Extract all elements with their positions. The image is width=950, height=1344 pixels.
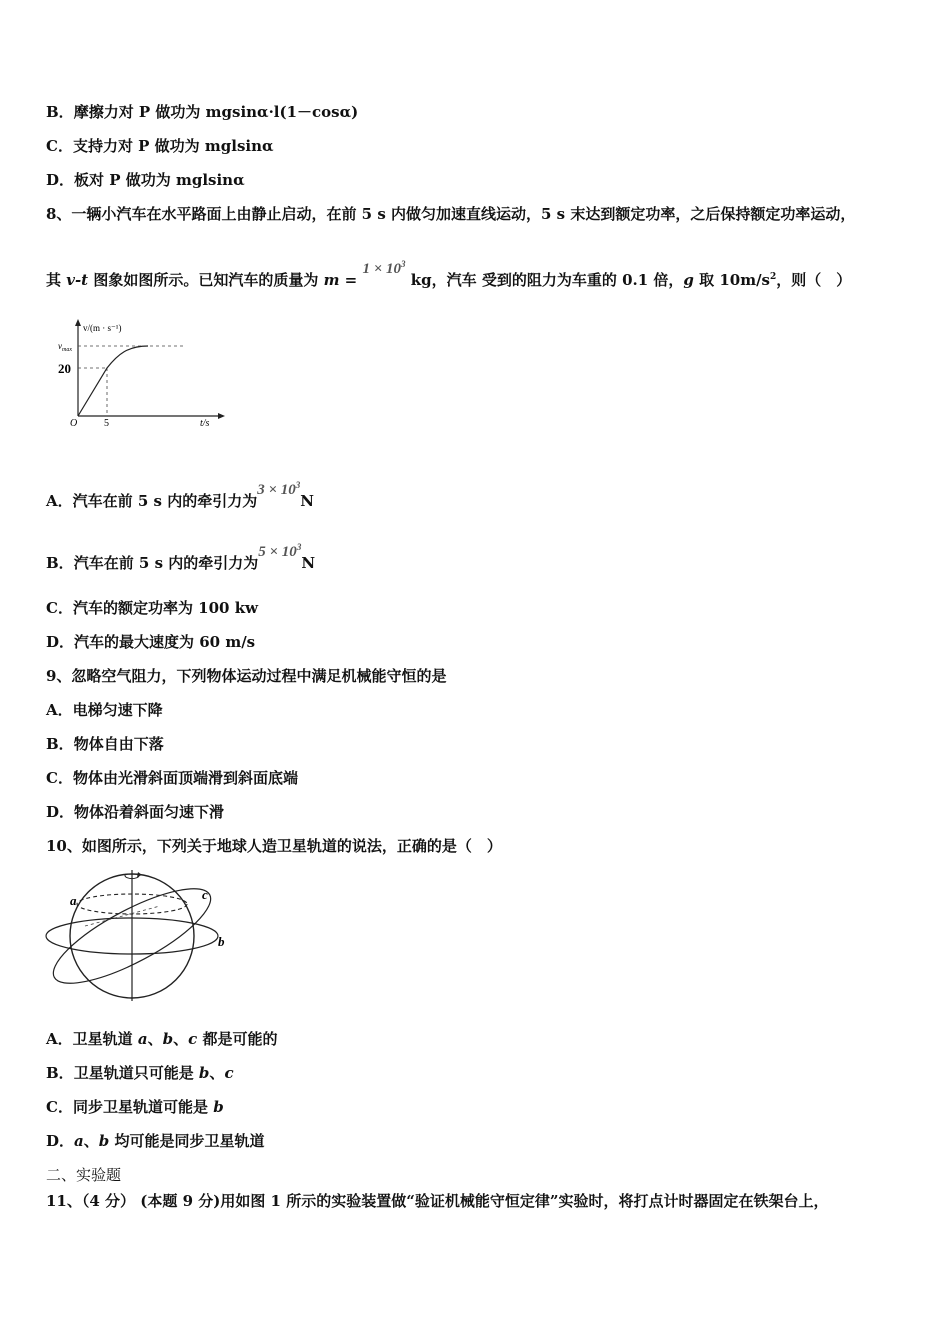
label-a: a xyxy=(70,893,77,908)
force-exponent: 3 xyxy=(295,480,301,490)
g-symbol: g xyxy=(683,271,694,289)
separator: 、 xyxy=(83,1132,99,1150)
y-axis-label: v/(m · s⁻¹) xyxy=(83,323,122,333)
stem-text: kg，汽车 受到的阻力为车重的 0.1 倍， xyxy=(405,271,684,289)
q10-stem: 10、如图所示，下列关于地球人造卫星轨道的说法，正确的是（ ） xyxy=(46,837,502,855)
option-text: 物体由光滑斜面顶端滑到斜面底端 xyxy=(72,769,298,787)
option-text: 同步卫星轨道可能是 xyxy=(72,1098,214,1116)
q9-stem: 9、忽略空气阻力，下列物体运动过程中满足机械能守恒的是 xyxy=(46,667,447,685)
q7-option-c xyxy=(46,136,274,156)
option-letter: C． xyxy=(46,137,73,155)
orbit-symbol: b xyxy=(213,1098,224,1116)
option-text: 汽车在前 5 s 内的牵引力为 xyxy=(72,492,258,510)
vt-symbol: v-t xyxy=(66,271,89,289)
x-tick-5: 5 xyxy=(104,418,109,429)
label-c: c xyxy=(202,887,208,902)
section-heading: 二、实验题 xyxy=(46,1166,122,1184)
option-text: 卫星轨道只可能是 xyxy=(73,1064,199,1082)
option-text: 摩擦力对 P 做功为 mgsinα·l(1－cosα) xyxy=(73,103,359,121)
equals-sign: = xyxy=(339,271,363,289)
mass-symbol: m xyxy=(323,271,340,289)
orbit-symbol: c xyxy=(224,1064,234,1082)
satellite-orbits-figure xyxy=(40,866,235,1006)
force-mantissa: 5 × 10 xyxy=(258,544,297,560)
unit: N xyxy=(300,492,314,510)
option-text: 支持力对 P 做功为 mglsinα xyxy=(72,137,274,155)
q10-option-b xyxy=(46,1063,234,1083)
y-tick-20: 20 xyxy=(58,361,71,376)
equator-dashed xyxy=(85,906,160,926)
stem-text: 图象如图所示。已知汽车的质量为 xyxy=(88,271,324,289)
option-letter: B． xyxy=(46,554,74,572)
unit-exponent: 2 xyxy=(770,272,777,282)
force-exponent: 3 xyxy=(296,542,302,552)
q8-option-b xyxy=(46,542,316,574)
option-letter: B． xyxy=(46,103,74,121)
q9-option-b xyxy=(46,734,164,754)
option-letter: D． xyxy=(46,803,75,821)
q7-option-d xyxy=(46,170,245,190)
option-letter: A． xyxy=(46,492,73,510)
q9-option-c xyxy=(46,768,298,788)
option-letter: C． xyxy=(46,599,73,617)
option-letter: C． xyxy=(46,1098,73,1116)
q8-stem-line2 xyxy=(46,259,852,291)
stem-text: ，则（ ） xyxy=(776,271,852,289)
orbit-symbol: b xyxy=(98,1132,110,1150)
mass-exponent: 3 xyxy=(401,259,406,269)
option-letter: A． xyxy=(46,701,73,719)
stem-text: 取 10m/s xyxy=(693,271,771,289)
option-text: 板对 P 做功为 mglsinα xyxy=(74,171,245,189)
option-letter: B． xyxy=(46,1064,74,1082)
option-letter: C． xyxy=(46,769,73,787)
q10-option-a xyxy=(46,1029,278,1049)
q8-option-d xyxy=(46,632,255,652)
option-letter: A． xyxy=(46,1030,73,1048)
force-value xyxy=(257,482,300,498)
force-value xyxy=(258,544,301,560)
q8-stem-line1: 8、一辆小汽车在水平路面上由静止启动，在前 5 s 内做匀加速直线运动，5 s 末达到额定功率，之后保持额定功率运动， xyxy=(46,205,856,223)
vt-graph xyxy=(50,318,230,433)
orbit-symbol: a xyxy=(137,1030,148,1048)
stem-text: 其 xyxy=(46,271,67,289)
option-text: 汽车在前 5 s 内的牵引力为 xyxy=(73,554,259,572)
orbit-symbol: b xyxy=(198,1064,210,1082)
option-text: 汽车的最大速度为 60 m/s xyxy=(74,633,256,651)
separator: 、 xyxy=(147,1030,163,1048)
y-axis-arrow xyxy=(75,319,81,326)
q10-option-c xyxy=(46,1097,224,1117)
mass-mantissa: 1 × 10 xyxy=(362,261,402,277)
label-b: b xyxy=(218,934,225,949)
x-axis-label: t/s xyxy=(200,418,210,429)
q11-stem: 11、（4 分） (本题 9 分)用如图 1 所示的实验装置做“验证机械能守恒定律”实验时，将打点计时器固定在铁架台上， xyxy=(46,1192,829,1210)
orbit-symbol: a xyxy=(74,1132,84,1150)
option-text: 汽车的额定功率为 100 kw xyxy=(72,599,259,617)
rotation-arrowhead-icon xyxy=(137,872,142,877)
option-letter: D． xyxy=(46,1132,75,1150)
option-text: 均可能是同步卫星轨道 xyxy=(109,1132,265,1150)
q7-option-b xyxy=(46,102,358,122)
q9-option-d xyxy=(46,802,224,822)
option-letter: D． xyxy=(46,633,75,651)
velocity-curve xyxy=(78,346,148,416)
force-mantissa: 3 × 10 xyxy=(257,482,296,498)
option-text: 卫星轨道 xyxy=(72,1030,138,1048)
orbit-symbol: c xyxy=(188,1030,198,1048)
q8-option-c xyxy=(46,598,258,618)
vmax-subscript: max xyxy=(62,347,72,353)
unit: N xyxy=(301,554,316,572)
option-letter: B． xyxy=(46,735,74,753)
option-text: 物体沿着斜面匀速下滑 xyxy=(74,803,225,821)
mass-value xyxy=(362,261,405,277)
origin-label: O xyxy=(70,418,78,429)
vmax-label xyxy=(58,341,72,353)
separator: 、 xyxy=(209,1064,225,1082)
option-text: 物体自由下落 xyxy=(73,735,164,753)
x-axis-arrow xyxy=(218,413,225,419)
vmax-symbol: v xyxy=(58,341,62,351)
q8-option-a xyxy=(46,480,314,512)
option-text: 电梯匀速下降 xyxy=(72,701,163,719)
separator: 、 xyxy=(173,1030,189,1048)
orbit-symbol: b xyxy=(162,1030,174,1048)
option-text: 都是可能的 xyxy=(197,1030,278,1048)
q10-option-d xyxy=(46,1131,265,1151)
option-letter: D． xyxy=(46,171,75,189)
q9-option-a xyxy=(46,700,163,720)
